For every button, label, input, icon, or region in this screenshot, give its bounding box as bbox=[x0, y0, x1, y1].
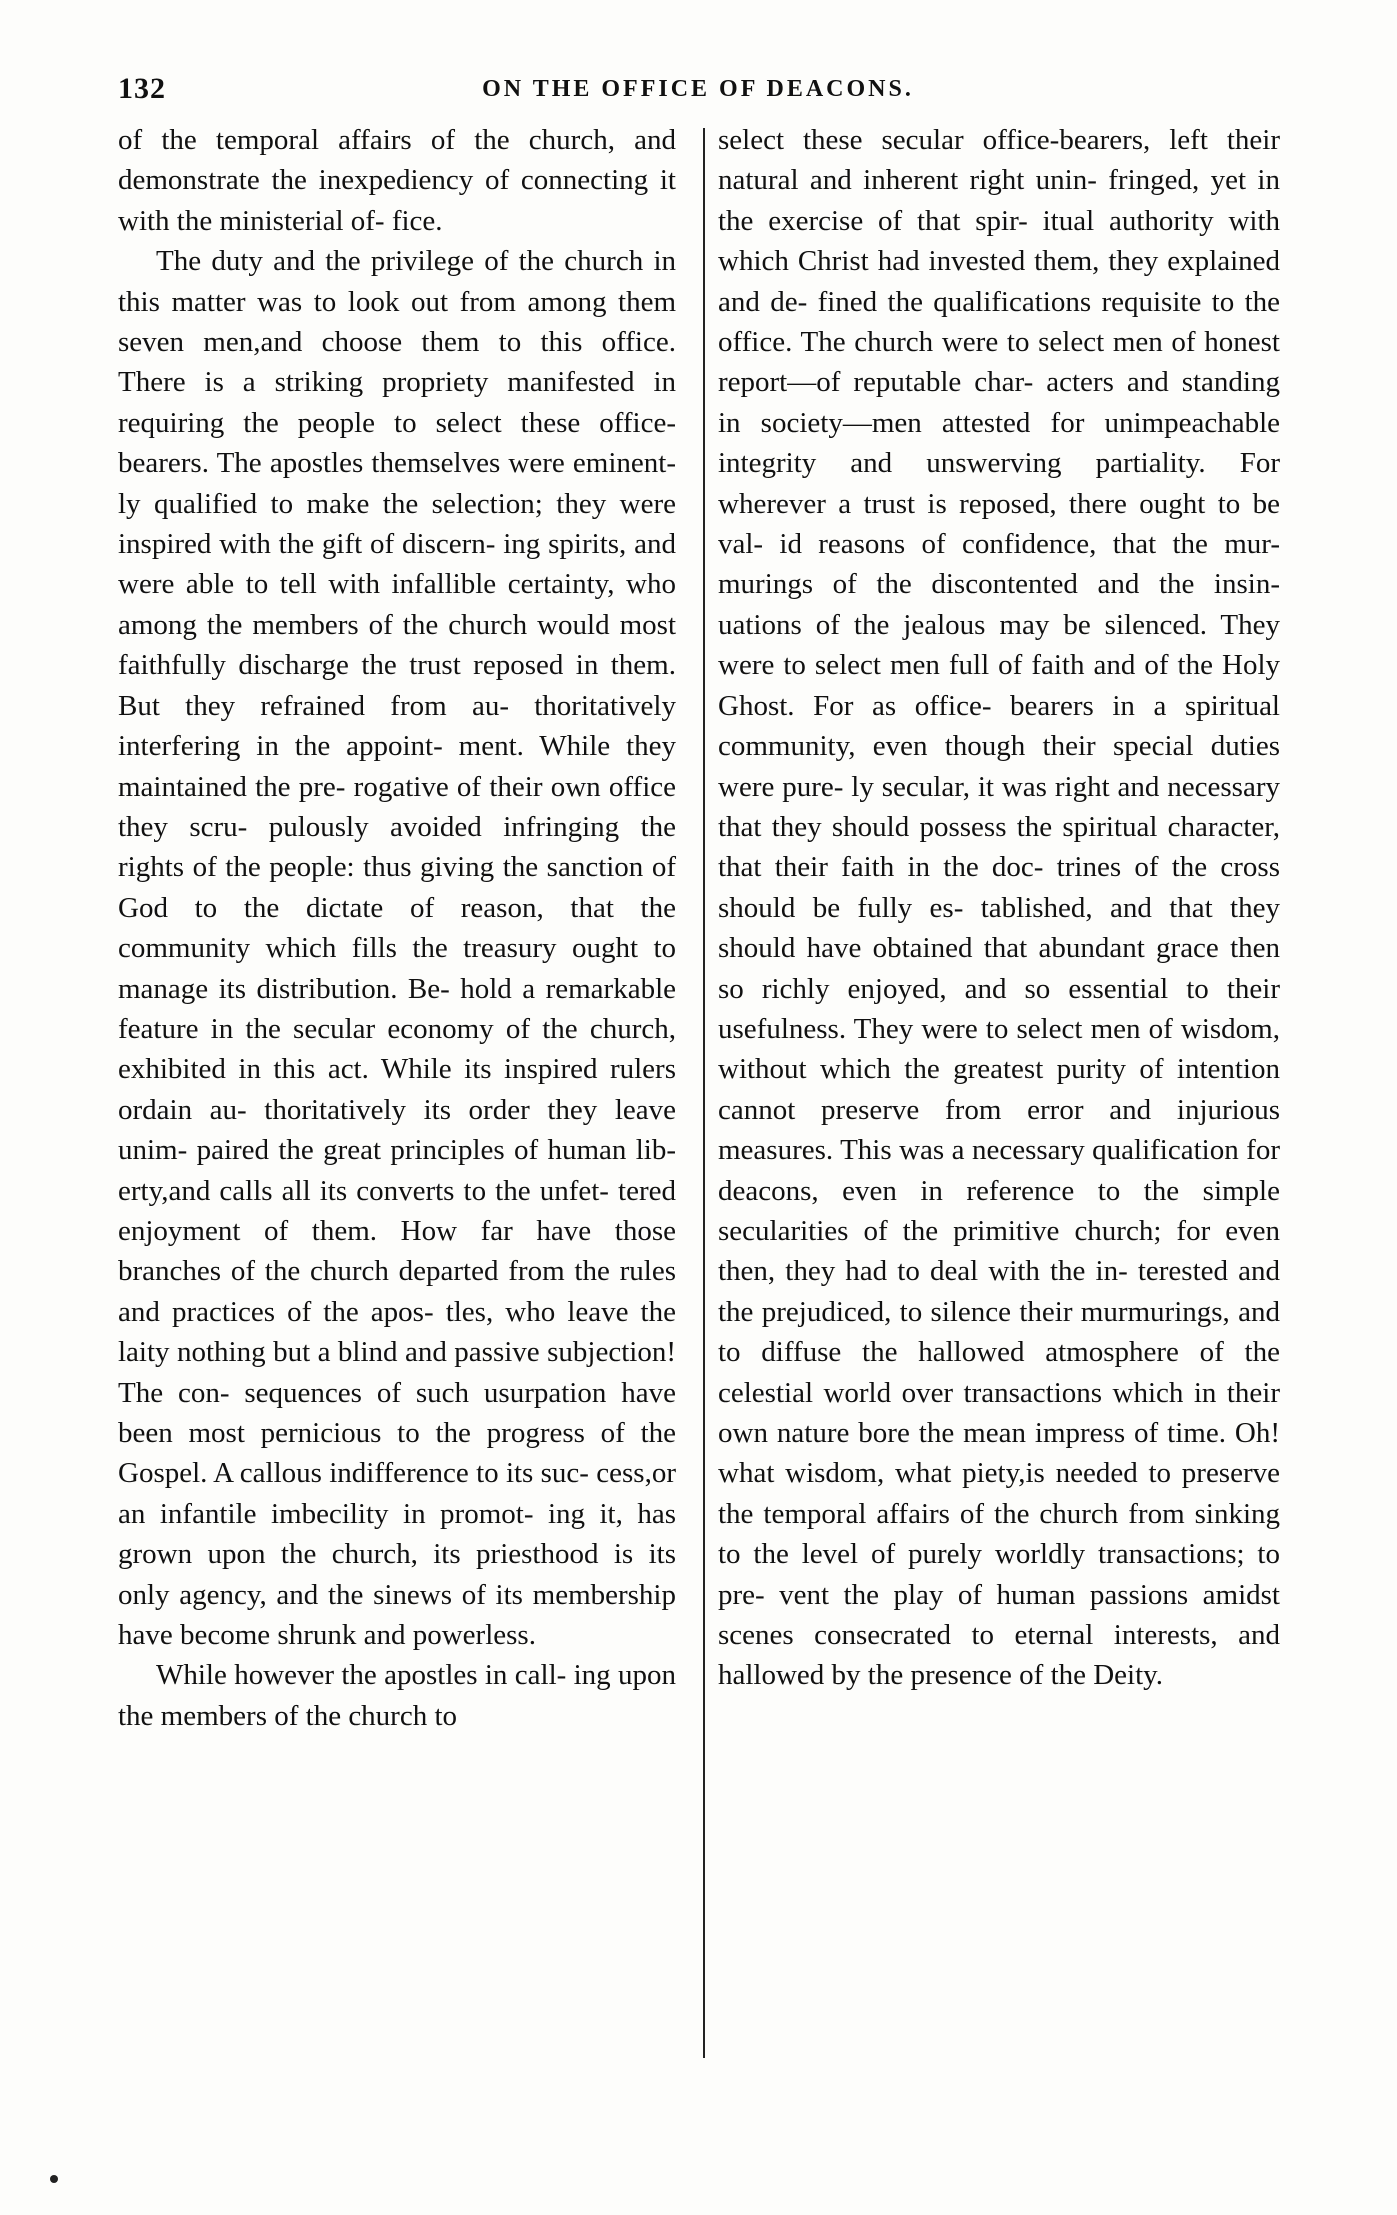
right-column bbox=[718, 120, 1280, 1696]
left-column bbox=[118, 120, 676, 1736]
page-number: 132 bbox=[118, 72, 166, 105]
column-divider bbox=[703, 128, 705, 2058]
running-title: ON THE OFFICE OF DEACONS. bbox=[482, 76, 914, 102]
left-paragraph-3: While however the apostles in call- ing upon the members of the church to bbox=[118, 1659, 676, 1732]
right-paragraph-1: select these secular office-bearers, left their natural and inherent right unin- fringed, yet in the exercise of that spir- itual authority with which Christ had invested them, they explained and de- fined the qualifications requisite to the office. The church were to select men of honest report—of reputable char- acters and standing in society—men attested for unimpeachable integrity and unswerving partiality. For wherever a trust is reposed, there ought to be val- id reasons of confidence, that the mur- murings of the discontented and the insin- uations of the jealous may be silenced. They were to select men full of faith and of the Holy Ghost. For as office- bearers in a spiritual community, even though their special duties were pure- ly secular, it was right and necessary that they should possess the spiritual character, that their faith in the doc- trines of the cross should be fully es- tablished, and that they should have obtained that abundant grace then so richly enjoyed, and so essential to their usefulness. They were to select men of wisdom, without which the greatest purity of intention cannot preserve from error and injurious measures. This was a necessary qualification for deacons, even in reference to the simple secularities of the primitive church; for even then, they had to deal with the in- terested and the prejudiced, to silence their murmurings, and to diffuse the hallowed atmosphere of the celestial world over transactions which in their own nature bore the mean impress of time. Oh! what wisdom, what piety,is needed to preserve the temporal affairs of the church from sinking to the level of purely worldly transactions; to pre- vent the play of human passions amidst scenes consecrated to eternal interests, and hallowed by the presence of the Deity. bbox=[718, 124, 1280, 1692]
ink-speck bbox=[50, 2175, 58, 2183]
left-paragraph-2: The duty and the privilege of the church in this matter was to look out from among them seven men,and choose them to this office. There is a striking propriety manifested in requiring the people to select these office-bearers. The apostles themselves were eminent- ly qualified to make the selection; they were inspired with the gift of discern- ing spirits, and were able to tell with infallible certainty, who among the members of the church would most faithfully discharge the trust reposed in them. But they refrained from au- thoritatively interfering in the appoint- ment. While they maintained the pre- rogative of their own office they scru- pulously avoided infringing the rights of the people: thus giving the sanction of God to the dictate of reason, that the community which fills the treasury ought to manage its distribution. Be- hold a remarkable feature in the secular economy of the church, exhibited in this act. While its inspired rulers ordain au- thoritatively its order they leave unim- paired the great principles of human lib- erty,and calls all its converts to the unfet- tered enjoyment of them. How far have those branches of the church departed from the rules and practices of the apos- tles, who leave the laity nothing but a blind and passive subjection! The con- sequences of such usurpation have been most pernicious to the progress of the Gospel. A callous indifference to its suc- cess,or an infantile imbecility in promot- ing it, has grown upon the church, its priesthood is its only agency, and the sinews of its membership have become shrunk and powerless. bbox=[118, 245, 676, 1652]
left-paragraph-1: of the temporal affairs of the church, and demonstrate the inexpediency of connecting it with the ministerial of- fice. bbox=[118, 124, 676, 237]
running-head bbox=[118, 72, 1278, 112]
